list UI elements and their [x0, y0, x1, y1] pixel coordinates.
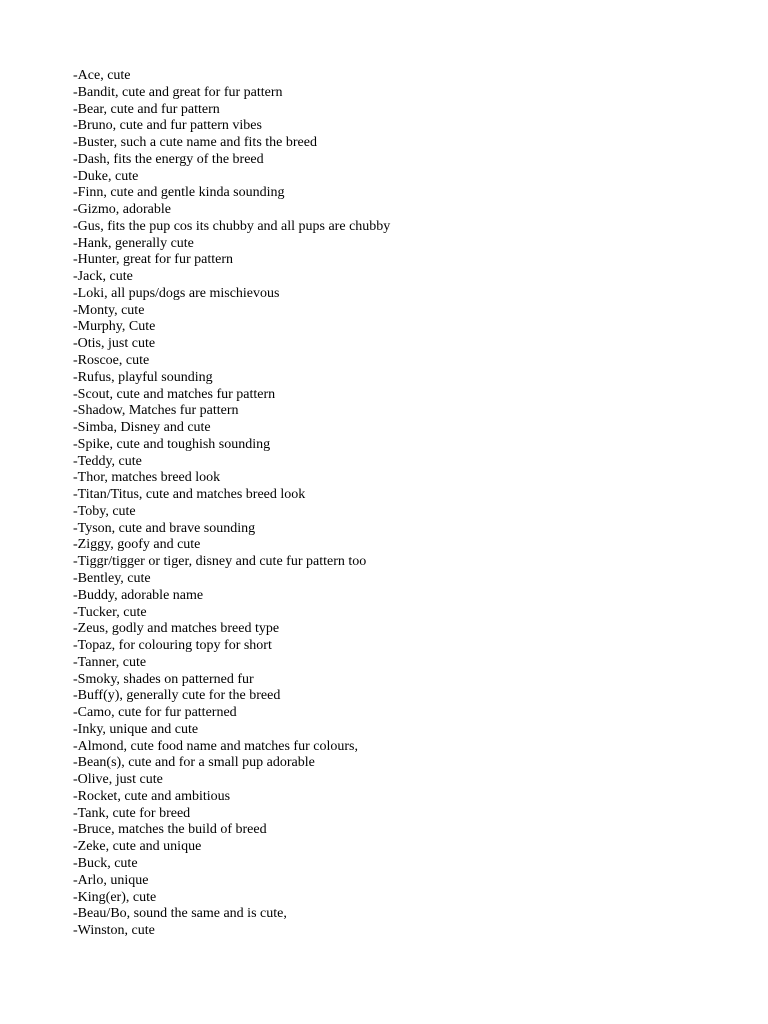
- list-item: -Simba, Disney and cute: [73, 420, 211, 436]
- list-item: -Thor, matches breed look: [73, 470, 221, 486]
- list-item: -Bruno, cute and fur pattern vibes: [73, 118, 262, 134]
- list-item: -Duke, cute: [73, 168, 139, 184]
- list-item: -Tank, cute for breed: [73, 805, 191, 821]
- list-item: -Ziggy, goofy and cute: [73, 537, 201, 553]
- list-item: -Tyson, cute and brave sounding: [73, 520, 256, 536]
- list-item: -Roscoe, cute: [73, 353, 150, 369]
- list-item: -Olive, just cute: [73, 772, 163, 788]
- list-item: -Arlo, unique: [73, 872, 149, 888]
- list-item: -Beau/Bo, sound the same and is cute,: [73, 906, 287, 922]
- list-item: -Dash, fits the energy of the breed: [73, 151, 264, 167]
- list-item: -Bruce, matches the build of breed: [73, 822, 267, 838]
- list-item: -Buff(y), generally cute for the breed: [73, 688, 281, 704]
- list-item: -Tucker, cute: [73, 604, 147, 620]
- list-item: -Jack, cute: [73, 269, 133, 285]
- list-item: -Finn, cute and gentle kinda sounding: [73, 185, 285, 201]
- list-item: -Rocket, cute and ambitious: [73, 788, 231, 804]
- list-item: -Smoky, shades on patterned fur: [73, 671, 254, 687]
- list-item: -Bentley, cute: [73, 570, 151, 586]
- list-item: -Camo, cute for fur patterned: [73, 705, 237, 721]
- list-item: -Inky, unique and cute: [73, 721, 199, 737]
- dog-name-list: [73, 68, 390, 940]
- list-item: -Spike, cute and toughish sounding: [73, 436, 271, 452]
- list-item: -Gizmo, adorable: [73, 202, 171, 218]
- list-item: -Almond, cute food name and matches fur colours,: [73, 738, 358, 754]
- list-item: -Buck, cute: [73, 855, 138, 871]
- list-item: -Scout, cute and matches fur pattern: [73, 386, 276, 402]
- list-item: -Shadow, Matches fur pattern: [73, 403, 239, 419]
- list-item: -King(er), cute: [73, 889, 157, 905]
- list-item: -Bean(s), cute and for a small pup adorable: [73, 755, 315, 771]
- list-item: -Monty, cute: [73, 302, 145, 318]
- list-item: -Buster, such a cute name and fits the breed: [73, 135, 317, 151]
- list-item: -Otis, just cute: [73, 336, 156, 352]
- list-item: -Tanner, cute: [73, 654, 147, 670]
- list-item: -Hank, generally cute: [73, 235, 194, 251]
- list-item: -Tiggr/tigger or tiger, disney and cute fur pattern too: [73, 554, 367, 570]
- list-item: -Gus, fits the pup cos its chubby and all pups are chubby: [73, 218, 391, 234]
- list-item: -Ace, cute: [73, 68, 131, 83]
- list-item: -Loki, all pups/dogs are mischievous: [73, 285, 280, 301]
- list-item: -Zeke, cute and unique: [73, 839, 202, 855]
- list-item: -Topaz, for colouring topy for short: [73, 638, 272, 654]
- list-item: -Toby, cute: [73, 503, 136, 519]
- list-item: -Titan/Titus, cute and matches breed look: [73, 487, 306, 503]
- list-item: -Zeus, godly and matches breed type: [73, 621, 280, 637]
- list-item: -Bear, cute and fur pattern: [73, 101, 220, 117]
- list-item: -Murphy, Cute: [73, 319, 156, 335]
- list-item: -Rufus, playful sounding: [73, 369, 213, 385]
- list-item: -Buddy, adorable name: [73, 587, 204, 603]
- list-item: -Winston, cute: [73, 923, 155, 939]
- list-item: -Bandit, cute and great for fur pattern: [73, 84, 283, 100]
- list-item: -Teddy, cute: [73, 453, 142, 469]
- list-item: -Hunter, great for fur pattern: [73, 252, 233, 268]
